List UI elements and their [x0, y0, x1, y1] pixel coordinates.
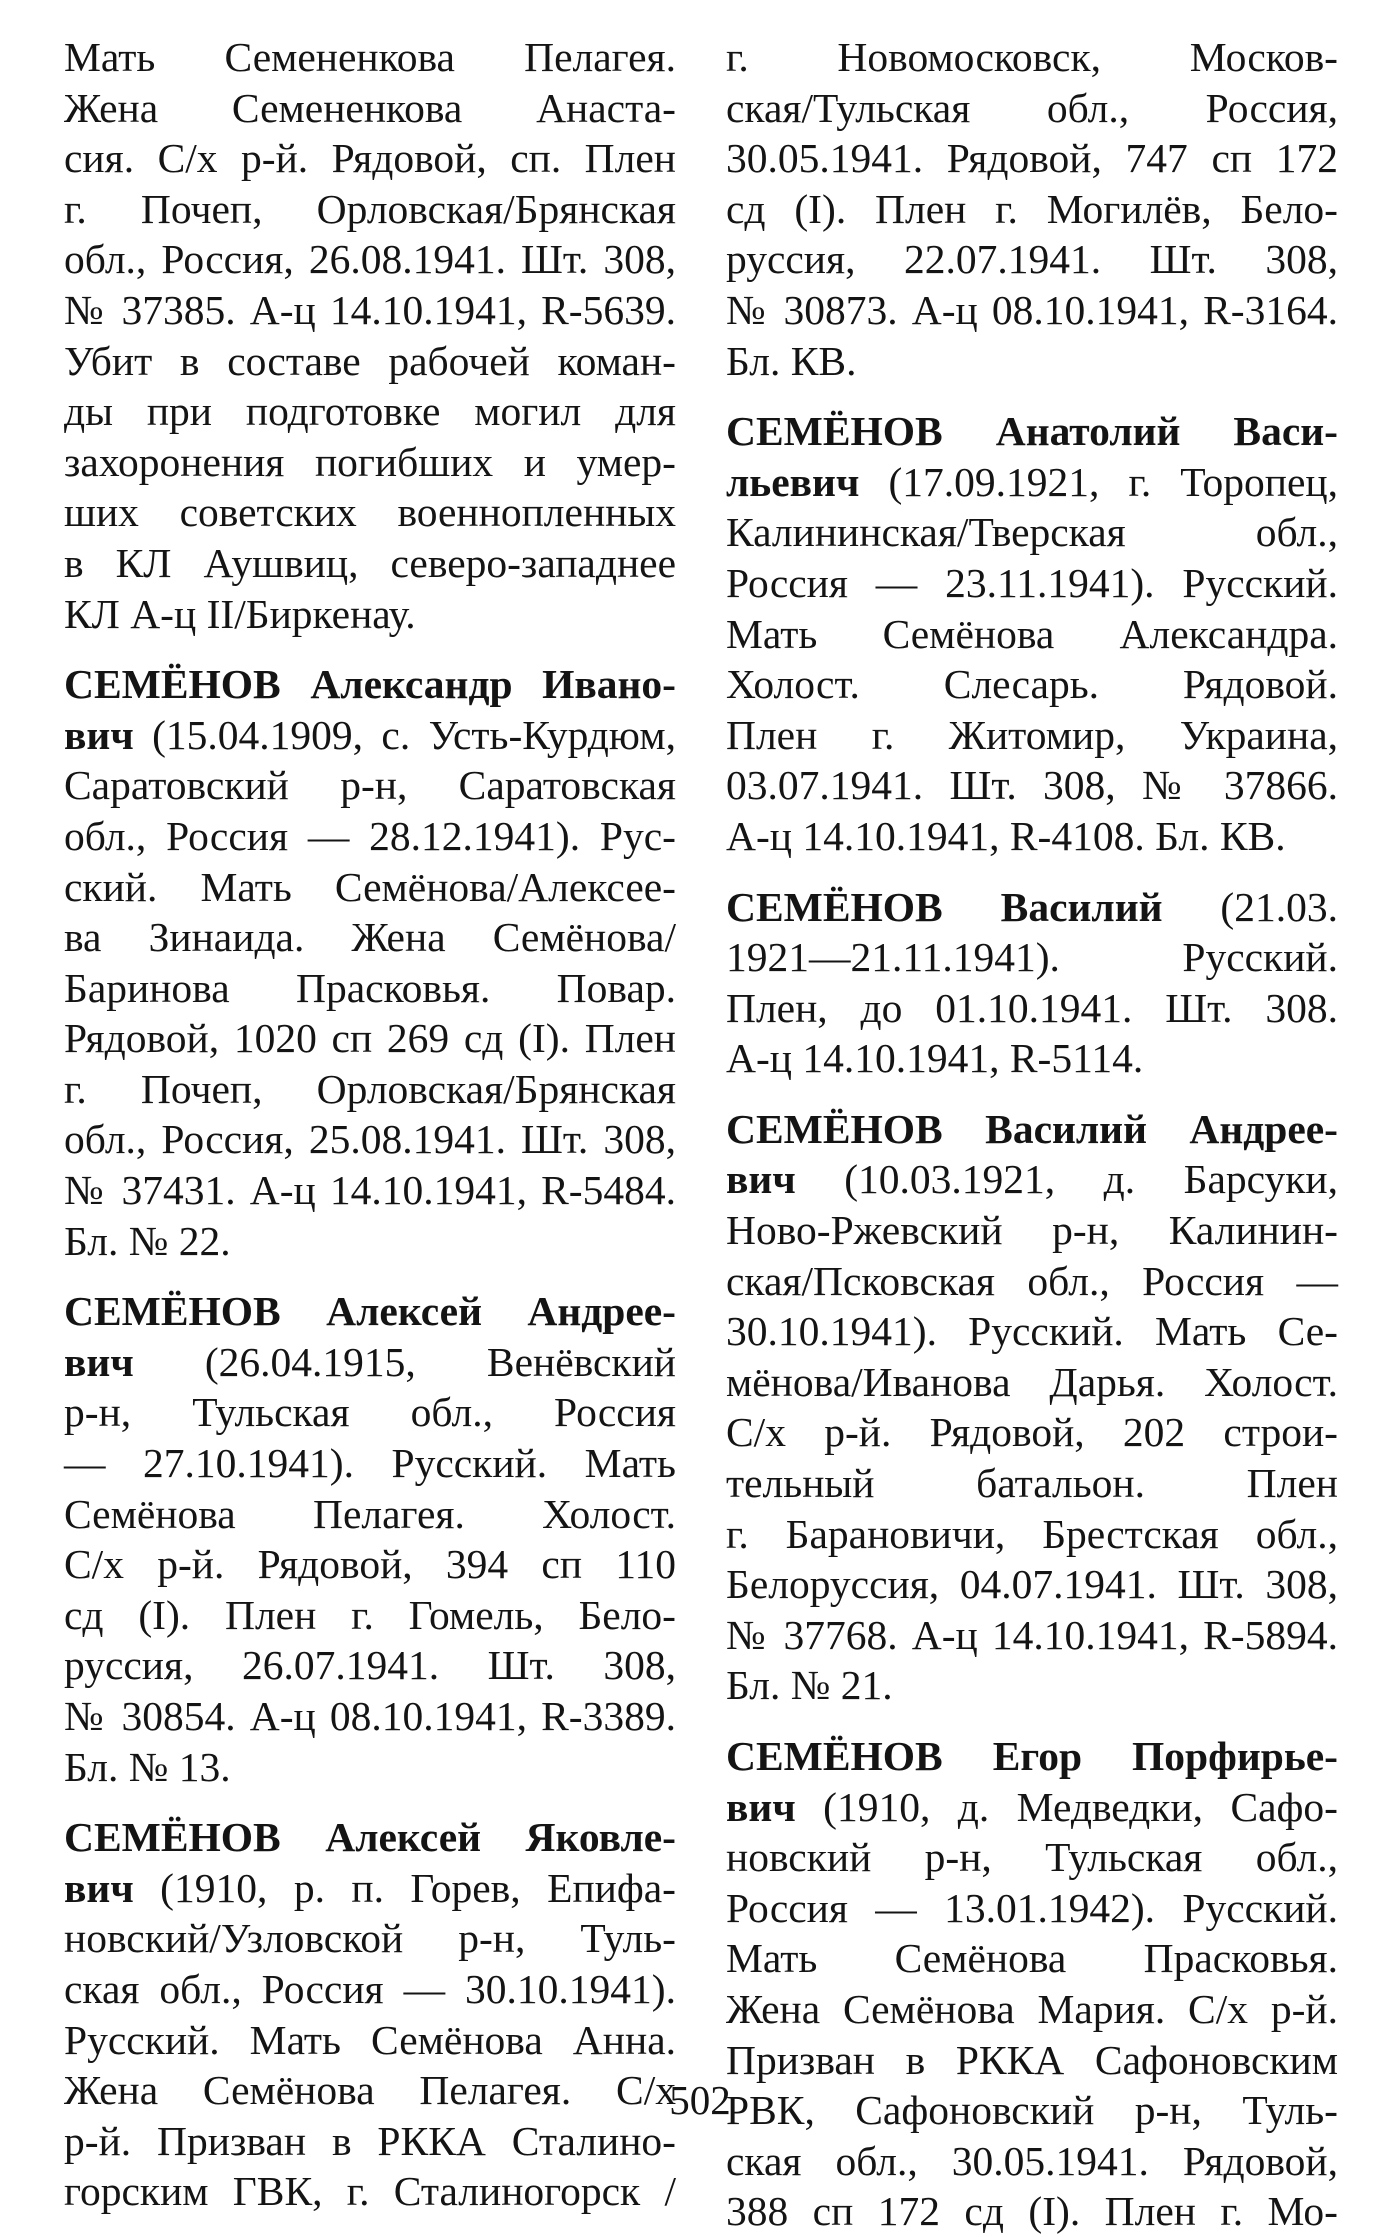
text-line: горским ГВК, г. Сталиногорск /	[64, 2168, 676, 2215]
text-line: г. Почеп, Орловская/Брянская	[64, 185, 676, 232]
text-line: Семёнова Пелагея. Холост.	[64, 1490, 676, 1537]
entry-gap	[726, 862, 1338, 882]
text-line: в КЛ Аушвиц, северо-западнее	[64, 539, 676, 586]
text-line: № 30854. А-ц 08.10.1941, R-3389.	[64, 1693, 676, 1739]
text-line: Рядовой, 1020 сп 269 сд (I). Плен	[64, 1015, 676, 1062]
entry-gap	[64, 1792, 676, 1812]
text-line: № 37431. А-ц 14.10.1941, R-5484.	[64, 1167, 676, 1214]
text-line: мёнова/Иванова Дарья. Холост.	[726, 1358, 1338, 1405]
text-line: Бл. № 13.	[64, 1743, 231, 1790]
text-line: Калининская/Тверская обл.,	[726, 509, 1338, 556]
entry-gap	[726, 386, 1338, 406]
text-line: Россия — 13.01.1942). Русский.	[726, 1884, 1338, 1931]
text-line: Белоруссия, 04.07.1941. Шт. 308,	[726, 1561, 1338, 1608]
text-line: А-ц 14.10.1941, R-4108. Бл. КВ.	[726, 812, 1286, 859]
text-line: 30.10.1941). Русский. Мать Се-	[726, 1308, 1338, 1355]
text-line: обл., Россия, 25.08.1941. Шт. 308,	[64, 1116, 676, 1163]
text-line: Мать Семёнова Прасковья.	[726, 1935, 1338, 1982]
text-line: вич (15.04.1909, с. Усть-Курдюм,	[64, 711, 676, 758]
text-line: обл., Россия — 28.12.1941). Рус-	[64, 812, 676, 859]
entry-gap	[64, 639, 676, 659]
text-line: Мать Семененкова Пелагея.	[64, 34, 676, 80]
text-line: ших советских военнопленных	[64, 489, 676, 536]
text-line: № 37385. А-ц 14.10.1941, R-5639.	[64, 286, 676, 333]
text-line: руссия, 22.07.1941. Шт. 308,	[726, 236, 1338, 283]
text-line: льевич (17.09.1921, г. Торопец,	[726, 458, 1338, 505]
text-line: захоронения погибших и умер-	[64, 438, 676, 485]
text-line: Жена Семененкова Анаста-	[64, 84, 676, 131]
text-line: Ново-Ржевский р-н, Калинин-	[726, 1207, 1338, 1254]
text-line: СЕМЁНОВ Алексей Андрее-	[64, 1288, 677, 1335]
text-line: Холост. Слесарь. Рядовой.	[726, 661, 1338, 708]
text-line: Бл. № 21.	[726, 1662, 893, 1709]
text-line: Русский. Мать Семёнова Анна.	[64, 2016, 676, 2063]
text-line: ская/Псковская обл., Россия —	[726, 1257, 1338, 1304]
text-line: СЕМЁНОВ Егор Порфирье-	[726, 1733, 1339, 1779]
text-line: вич (1910, р. п. Горев, Епифа-	[64, 1864, 676, 1911]
text-line: Убит в составе рабочей коман-	[64, 337, 676, 384]
text-line: Призван в РККА Сафоновским	[726, 2036, 1338, 2083]
text-line: 03.07.1941. Шт. 308, № 37866.	[726, 762, 1338, 809]
text-line: Баринова Прасковья. Повар.	[64, 964, 676, 1011]
text-line: г. Почеп, Орловская/Брянская	[64, 1065, 676, 1112]
entry-gap	[726, 1711, 1338, 1731]
text-line: 1921—21.11.1941). Русский.	[726, 934, 1338, 981]
text-line: Жена Семёнова Пелагея. С/х	[64, 2067, 676, 2114]
text-line: новский р-н, Тульская обл.,	[726, 1834, 1338, 1881]
text-line: ская обл., 30.05.1941. Рядовой,	[726, 2137, 1338, 2184]
text-line: С/х р-й. Рядовой, 202 строи-	[726, 1409, 1338, 1456]
text-line: обл., Россия, 26.08.1941. Шт. 308,	[64, 236, 676, 283]
text-line: вич (1910, д. Медведки, Сафо-	[726, 1783, 1338, 1830]
text-line: С/х р-й. Рядовой, 394 сп 110	[64, 1541, 676, 1588]
entry-gap	[64, 1266, 676, 1286]
text-line: вич (10.03.1921, д. Барсуки,	[726, 1156, 1338, 1203]
text-line: СЕМЁНОВ Александр Ивано-	[64, 661, 677, 708]
text-line: № 37768. А-ц 14.10.1941, R-5894.	[726, 1611, 1338, 1658]
text-line: ды при подготовке могил для	[64, 388, 676, 435]
text-line: Бл. № 22.	[64, 1217, 231, 1264]
text-line: А-ц 14.10.1941, R-5114.	[726, 1035, 1144, 1082]
page-number: 502	[669, 2077, 731, 2123]
text-line: Россия — 23.11.1941). Русский.	[726, 559, 1338, 606]
text-line: сд (I). Плен г. Могилёв, Бело-	[726, 185, 1338, 232]
text-line: руссия, 26.07.1941. Шт. 308,	[64, 1642, 676, 1689]
text-line: г. Новомосковск, Москов-	[726, 34, 1338, 80]
text-line: СЕМЁНОВ Василий Андрее-	[726, 1105, 1339, 1152]
text-line: ская/Тульская обл., Россия,	[726, 84, 1338, 131]
text-line: ская обл., Россия — 30.10.1941).	[64, 1965, 676, 2012]
right-column	[726, 32, 1338, 2237]
text-line: вич (26.04.1915, Венёвский	[64, 1338, 676, 1385]
text-line: р-й. Призван в РККА Сталино-	[64, 2117, 676, 2164]
text-line: новский/Узловской р-н, Туль-	[64, 1915, 676, 1962]
text-line: р-н, Тульская обл., Россия	[64, 1389, 676, 1436]
text-line: Мать Семёнова Александра.	[726, 610, 1338, 657]
entry-gap	[726, 1084, 1338, 1104]
text-line: СЕМЁНОВ Анатолий Васи-	[726, 408, 1338, 455]
left-column	[64, 32, 676, 2217]
text-line: КЛ А-ц II/Биркенау.	[64, 590, 416, 637]
text-line: 30.05.1941. Рядовой, 747 сп 172	[726, 135, 1338, 182]
text-line: № 30873. А-ц 08.10.1941, R-3164.	[726, 286, 1338, 333]
text-line: тельный батальон. Плен	[726, 1460, 1338, 1507]
text-line: Плен г. Житомир, Украина,	[726, 711, 1338, 758]
text-line: Плен, до 01.10.1941. Шт. 308.	[726, 984, 1338, 1031]
text-line: 388 сп 172 сд (I). Плен г. Мо-	[726, 2188, 1338, 2235]
text-line: Жена Семёнова Мария. С/х р-й.	[726, 1985, 1338, 2032]
text-line: Бл. КВ.	[726, 337, 857, 384]
text-line: СЕМЁНОВ Алексей Яковле-	[64, 1814, 676, 1861]
text-line: сия. С/х р-й. Рядовой, сп. Плен	[64, 135, 676, 182]
text-line: СЕМЁНОВ Василий (21.03.	[726, 883, 1338, 930]
text-line: сд (I). Плен г. Гомель, Бело-	[64, 1591, 676, 1638]
text-line: ский. Мать Семёнова/Алексее-	[64, 863, 676, 910]
text-line: ва Зинаида. Жена Семёнова/	[64, 914, 676, 961]
text-line: Саратовский р-н, Саратовская	[64, 762, 676, 809]
text-line: РВК, Сафоновский р-н, Туль-	[726, 2087, 1338, 2134]
text-line: г. Барановичи, Брестская обл.,	[726, 1510, 1338, 1557]
text-line: — 27.10.1941). Русский. Мать	[64, 1440, 676, 1487]
